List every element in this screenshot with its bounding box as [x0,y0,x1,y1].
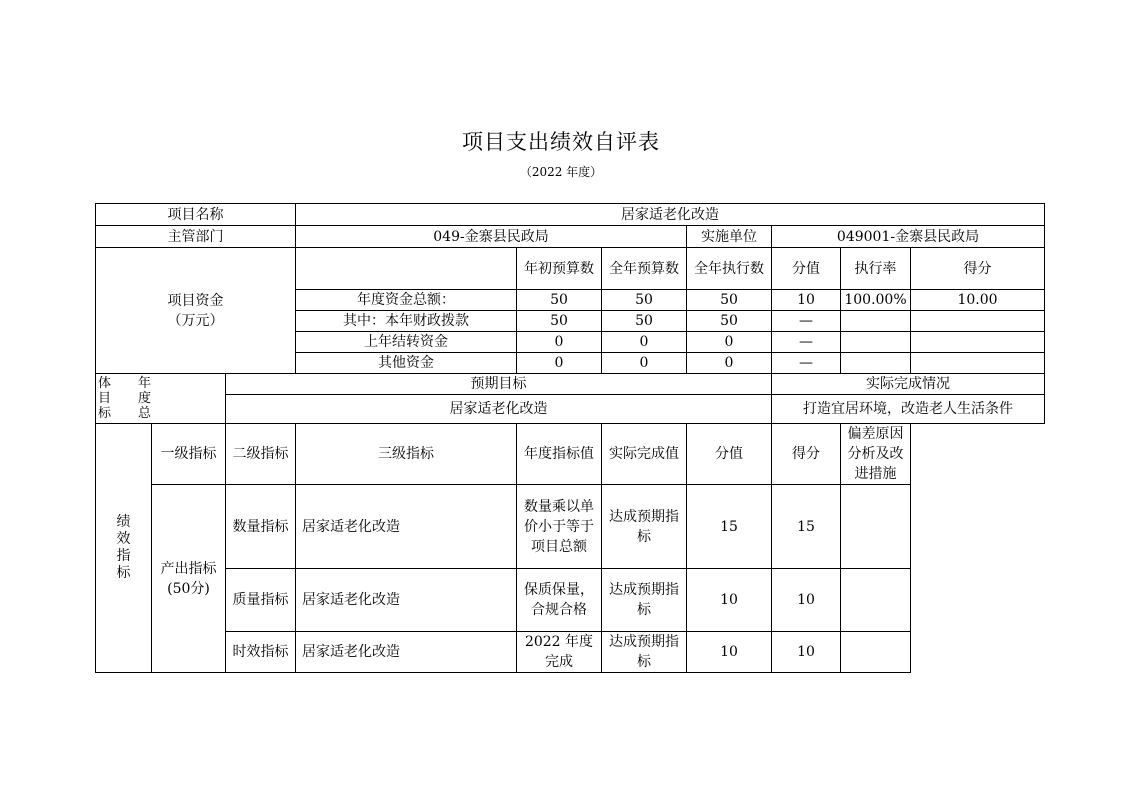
indicator-score: 10 [772,569,841,632]
indicator-target: 数量乘以单价小于等于项目总额 [517,485,602,569]
indicator-target: 2022 年度完成 [517,632,602,673]
indicator-header-level3: 三级指标 [296,424,517,485]
funds-row-label: 年度资金总额： [296,290,517,311]
indicator-header-deviation: 偏差原因分析及改进措施 [841,424,911,485]
funds-row-label: 其他资金 [296,353,517,374]
indicator-header-score: 得分 [772,424,841,485]
funds-score [911,353,1045,374]
funds-score: 10.00 [911,290,1045,311]
goals-label-char: 标 [98,406,112,421]
indicator-deviation [841,569,911,632]
funds-header-rate: 执行率 [841,248,911,290]
funds-label [96,248,296,374]
project-name-value: 居家适老化改造 [296,204,1045,226]
project-name-label: 项目名称 [96,204,296,226]
performance-table [95,203,1045,673]
indicator-level2: 时效指标 [226,632,296,673]
goals-row [96,395,1045,424]
indicator-row [96,485,1045,569]
goals-label-char: 目 [98,391,112,406]
indicator-level2: 质量指标 [226,569,296,632]
expected-goal-value: 居家适老化改造 [226,395,772,424]
goals-label [96,374,226,424]
indicator-level2: 数量指标 [226,485,296,569]
funds-header-annual: 全年预算数 [602,248,687,290]
indicator-actual: 达成预期指标 [602,632,687,673]
indicator-score-value: 10 [687,569,772,632]
unit-value: 049001-金寨县民政局 [772,226,1045,248]
funds-label-line1: 项目资金 [167,292,224,309]
expected-goal-label: 预期目标 [226,374,772,395]
funds-annual: 50 [602,311,687,332]
funds-executed: 0 [687,353,772,374]
page-subtitle-year: （2022 年度） [519,165,603,179]
funds-initial: 50 [517,311,602,332]
funds-initial: 0 [517,332,602,353]
indicator-header-actual: 实际完成值 [602,424,687,485]
output-indicator-label: 产出指标(50分) [152,485,226,673]
indicator-deviation [841,632,911,673]
project-name-row [96,204,1045,226]
indicator-header-score-value: 分值 [687,424,772,485]
funds-initial: 0 [517,353,602,374]
funds-header-row [96,248,1045,290]
funds-row-label: 其中：本年财政拨款 [296,311,517,332]
indicators-section-text: 绩效指标 [116,513,131,581]
indicator-deviation [841,485,911,569]
funds-annual: 0 [602,332,687,353]
goals-label-char: 总 [138,406,152,421]
dept-value: 049-金寨县民政局 [296,226,687,248]
funds-header-score-value: 分值 [772,248,841,290]
funds-rate: 100.00% [841,290,911,311]
indicator-level3: 居家适老化改造 [296,485,517,569]
indicator-score: 15 [772,485,841,569]
funds-annual: 50 [602,290,687,311]
funds-executed: 50 [687,290,772,311]
indicator-score-value: 10 [687,632,772,673]
indicator-actual: 达成预期指标 [602,569,687,632]
indicator-level3: 居家适老化改造 [296,569,517,632]
goals-label-char: 体 [98,376,112,391]
goals-label-char: 年 [138,376,152,391]
funds-score-value: 10 [772,290,841,311]
funds-rate [841,311,911,332]
actual-goal-value: 打造宜居环境，改造老人生活条件 [772,395,1045,424]
funds-label-line2: （万元） [167,312,224,329]
indicator-row [96,569,1045,632]
indicator-row [96,632,1045,673]
funds-score-value: — [772,353,841,374]
dept-label: 主管部门 [96,226,296,248]
funds-score [911,332,1045,353]
indicators-section-label [96,424,152,673]
goals-label-box [96,375,225,422]
funds-header-blank [296,248,517,290]
funds-rate [841,332,911,353]
funds-header-score: 得分 [911,248,1045,290]
goals-header-row [96,374,1045,395]
unit-label: 实施单位 [687,226,772,248]
indicator-header-row [96,424,1045,485]
actual-goal-label: 实际完成情况 [772,374,1045,395]
indicator-header-level1: 一级指标 [152,424,226,485]
indicator-score-value: 15 [687,485,772,569]
funds-executed: 50 [687,311,772,332]
funds-row-label: 上年结转资金 [296,332,517,353]
funds-rate [841,353,911,374]
funds-score-value: — [772,332,841,353]
funds-header-executed: 全年执行数 [687,248,772,290]
indicator-header-target: 年度指标值 [517,424,602,485]
funds-score [911,311,1045,332]
page-title: 项目支出绩效自评表 [462,130,660,154]
funds-initial: 50 [517,290,602,311]
funds-score-value: — [772,311,841,332]
funds-header-initial: 年初预算数 [517,248,602,290]
indicator-header-level2: 二级指标 [226,424,296,485]
funds-annual: 0 [602,353,687,374]
funds-executed: 0 [687,332,772,353]
indicator-target: 保质保量，合规合格 [517,569,602,632]
indicator-level3: 居家适老化改造 [296,632,517,673]
goals-label-char: 度 [138,391,152,406]
department-row [96,226,1045,248]
indicator-score: 10 [772,632,841,673]
indicator-actual: 达成预期指标 [602,485,687,569]
